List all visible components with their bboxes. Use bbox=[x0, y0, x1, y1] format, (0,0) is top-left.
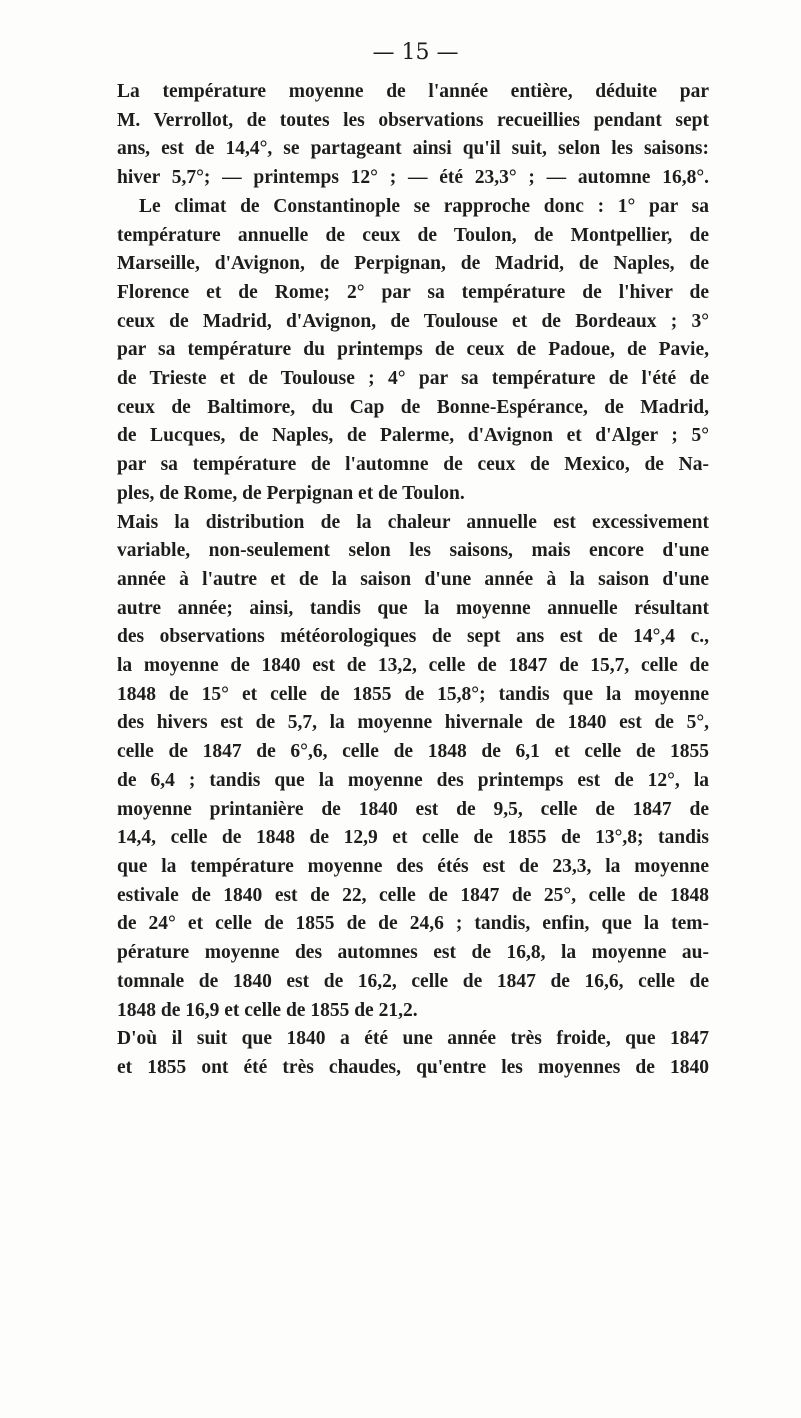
text-line: de 6,4 ; tandis que la moyenne des printemps est de 12°, la bbox=[117, 769, 709, 791]
text-line: des observations météorologiques de sept ans est de 14°,4 c., bbox=[117, 626, 709, 648]
text-line: moyenne printanière de 1840 est de 9,5, celle de 1847 de bbox=[117, 798, 709, 820]
text-line: et 1855 ont été très chaudes, qu'entre les moyennes de 1840 bbox=[117, 1056, 709, 1078]
text-line: 1848 de 16,9 et celle de 1855 de 21,2. bbox=[117, 999, 418, 1021]
text-line: la moyenne de 1840 est de 13,2, celle de 1847 de 15,7, celle de bbox=[117, 655, 709, 677]
text-line: celle de 1847 de 6°,6, celle de 1848 de 6,1 et celle de 1855 bbox=[117, 741, 709, 763]
text-line: 14,4, celle de 1848 de 12,9 et celle de 1855 de 13°,8; tandis bbox=[117, 827, 709, 849]
text-line: Marseille, d'Avignon, de Perpignan, de Madrid, de Naples, de bbox=[117, 253, 709, 275]
text-line: variable, non-seulement selon les saisons, mais encore d'une bbox=[117, 540, 709, 562]
text-line: Florence et de Rome; 2° par sa température de l'hiver de bbox=[117, 281, 709, 303]
text-line: D'où il suit que 1840 a été une année très froide, que 1847 bbox=[117, 1028, 709, 1050]
text-line: hiver 5,7°; — printemps 12° ; — été 23,3° ; — automne 16,8°. bbox=[117, 167, 709, 189]
text-line: tomnale de 1840 est de 16,2, celle de 1847 de 16,6, celle de bbox=[117, 970, 709, 992]
text-line: année à l'autre et de la saison d'une année à la saison d'une bbox=[117, 568, 709, 590]
text-line: de 24° et celle de 1855 de de 24,6 ; tandis, enfin, que la tem- bbox=[117, 913, 709, 935]
text-line: des hivers est de 5,7, la moyenne hivernale de 1840 est de 5°, bbox=[117, 712, 709, 734]
body-text bbox=[117, 78, 709, 1083]
text-line: La température moyenne de l'année entière, déduite par bbox=[117, 81, 709, 102]
text-line: M. Verrollot, de toutes les observations recueillies pendant sept bbox=[117, 109, 709, 131]
text-line: de Lucques, de Naples, de Palerme, d'Avignon et d'Alger ; 5° bbox=[117, 425, 709, 447]
text-line: estivale de 1840 est de 22, celle de 1847 de 25°, celle de 1848 bbox=[117, 884, 709, 906]
text-line: pérature moyenne des automnes est de 16,8, la moyenne au- bbox=[117, 942, 709, 964]
text-line: ceux de Madrid, d'Avignon, de Toulouse et de Bordeaux ; 3° bbox=[117, 310, 709, 332]
text-line: ples, de Rome, de Perpignan et de Toulon. bbox=[117, 482, 465, 504]
text-line: 1848 de 15° et celle de 1855 de 15,8°; tandis que la moyenne bbox=[117, 683, 709, 705]
text-line: par sa température du printemps de ceux de Padoue, de Pavie, bbox=[117, 339, 709, 361]
text-line: par sa température de l'automne de ceux de Mexico, de Na- bbox=[117, 454, 709, 476]
text-line: Le climat de Constantinople se rapproche donc : 1° par sa bbox=[139, 195, 709, 217]
text-line: que la température moyenne des étés est de 23,3, la moyenne bbox=[117, 855, 709, 877]
page-number: — 15 — bbox=[372, 40, 459, 65]
text-line: température annuelle de ceux de Toulon, de Montpellier, de bbox=[117, 224, 709, 246]
text-line: ans, est de 14,4°, se partageant ainsi qu'il suit, selon les saisons: bbox=[117, 138, 709, 160]
text-line: autre année; ainsi, tandis que la moyenne annuelle résultant bbox=[117, 597, 709, 619]
text-line: ceux de Baltimore, du Cap de Bonne-Espérance, de Madrid, bbox=[117, 396, 709, 418]
text-line: Mais la distribution de la chaleur annuelle est excessivement bbox=[117, 511, 709, 533]
text-line: de Trieste et de Toulouse ; 4° par sa température de l'été de bbox=[117, 368, 709, 390]
